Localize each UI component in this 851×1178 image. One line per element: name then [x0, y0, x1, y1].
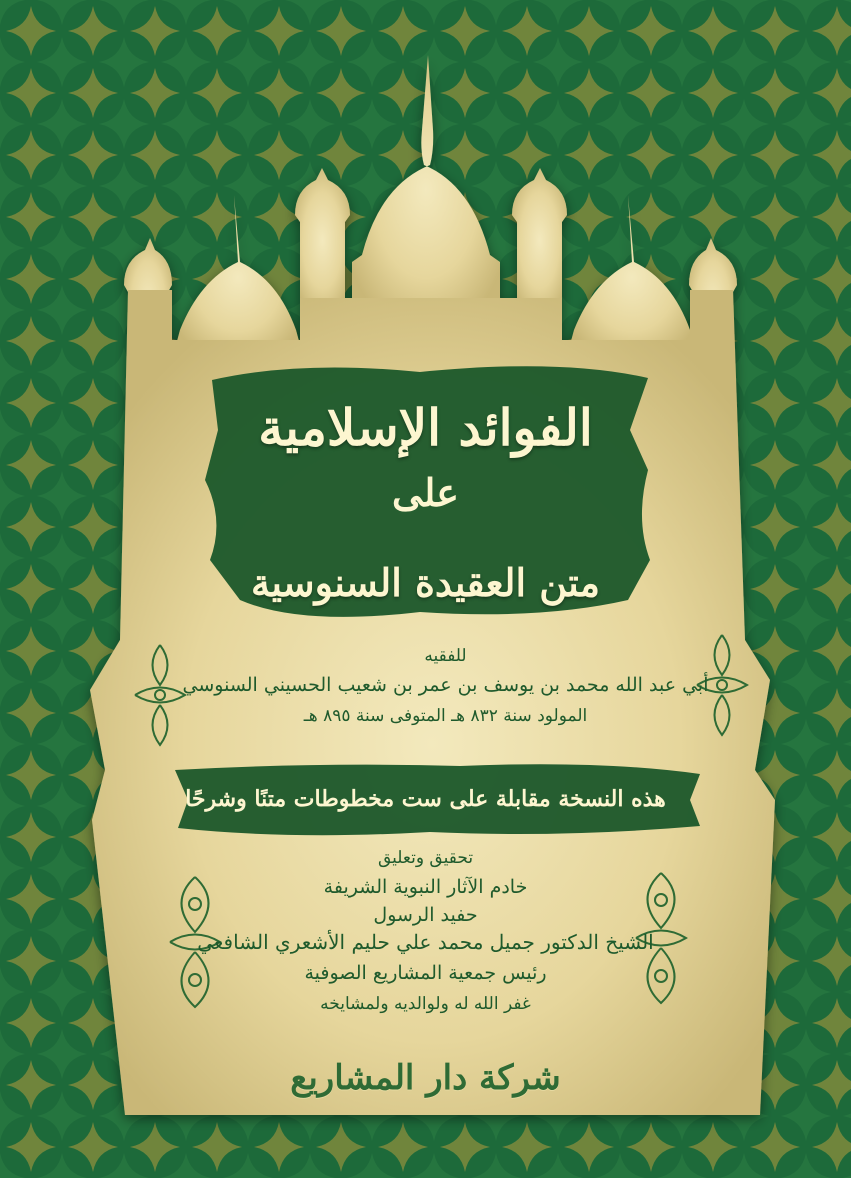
author-dates: المولود سنة ٨٣٢ هـ المتوفى سنة ٨٩٥ هـ: [303, 706, 588, 726]
author-prefix: للفقيه: [424, 646, 467, 666]
credits-editor-name: الشيخ الدكتور جميل محمد علي حليم الأشعري الشافعي: [197, 930, 654, 954]
book-title: الفوائد الإسلامية: [258, 398, 593, 457]
title-preposition: على: [392, 470, 459, 515]
credits-line-4: رئيس جمعية المشاريع الصوفية: [304, 962, 547, 984]
book-subtitle: متن العقيدة السنوسية: [250, 560, 601, 605]
publisher-logo-text: شركة دار المشاريع: [290, 1058, 561, 1098]
credits-line-1: خادم الآثار النبوية الشريفة: [323, 876, 528, 898]
manuscript-banner: هذه النسخة مقابلة على ست مخطوطات متنًا وشرحًا: [185, 786, 666, 812]
credits-heading: تحقيق وتعليق: [377, 848, 474, 868]
credits-line-2: حفيد الرسول: [373, 904, 478, 926]
author-name: أبي عبد الله محمد بن يوسف بن عمر بن شعيب الحسيني السنوسي: [182, 674, 709, 696]
credits-line-5: غفر الله له ولوالديه ولمشايخه: [320, 994, 531, 1014]
